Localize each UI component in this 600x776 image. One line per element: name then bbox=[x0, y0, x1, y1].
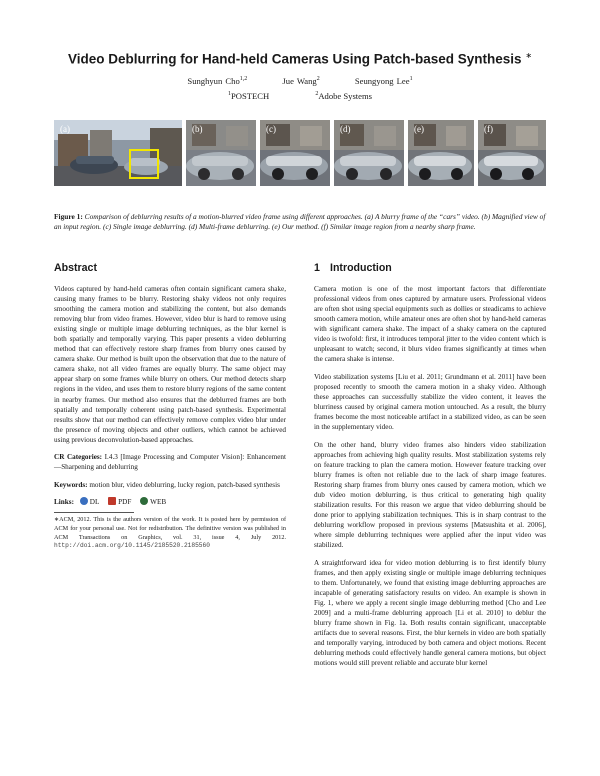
author: Seungyong Lee$^1$ bbox=[354, 76, 413, 86]
figure-panel-blurry-frame bbox=[54, 120, 182, 186]
dl-link[interactable]: DL bbox=[80, 498, 100, 506]
panel-label: (a) bbox=[60, 124, 70, 134]
panel-label: (e) bbox=[414, 124, 424, 134]
author: Jue Wang$^2$ bbox=[282, 76, 320, 86]
pdf-icon bbox=[108, 497, 116, 505]
figure-caption bbox=[54, 212, 546, 233]
left-column bbox=[54, 262, 286, 551]
figure-panel-our-method bbox=[408, 120, 474, 186]
author-list bbox=[0, 76, 600, 86]
section-heading: 1 Introduction bbox=[314, 262, 392, 274]
figure-panel-input-region bbox=[186, 120, 256, 186]
caption-label: Figure 1: bbox=[54, 212, 83, 221]
affiliation: $^1$POSTECH bbox=[227, 91, 270, 101]
dl-icon bbox=[80, 497, 88, 505]
cr-categories: CR Categories: I.4.3 [Image Processing and Computer Vision]: Enhancement—Sharpening and deblurring bbox=[54, 453, 286, 472]
teaser-figure bbox=[54, 120, 546, 186]
affiliation: $^2$Adobe Systems bbox=[315, 91, 373, 101]
paragraph: Camera motion is one of the most important factors that differentiate professional videos from ones captured by armature users. Professional videos are often shot using special equipments such as dollies or steadicams to achieve smooth camera motion, while amateur ones are often shot by hand-held cameras with significant camera shake. The impact of a shaky camera on the captured video is twofold: first, it introduces temporal jitter to the video content which is unpleasant to watch; second, it blurs video frames significantly at times when the camera shake is intense. bbox=[314, 285, 546, 364]
paragraph: A straightforward idea for video motion deblurring is to first identify blurry frames, and then apply existing single or multiple image deblurring techniques to them. Unfortunately, we found that existing image deblurring approaches are incapable of generating satisfactory results on video. An example is shown in Fig. 1, where we apply a recent single image deblurring method [Cho and Lee 2009] and a multi-frame deblurring approach [Li et al. 2010] to deblur the blurry frame shown in Fig. 1a. Both results contain significant, unacceptable artifacts due to several reasons. First, the blur kernels in video are both spatially and temporally varying, introduced by both camera and object motions. Recent deblurring methods could effectively handle general camera motions, but object motions would still prevent reliable and accurate blur kernel bbox=[314, 558, 546, 668]
footnote-url[interactable]: http://doi.acm.org/10.1145/2185520.2185560 bbox=[54, 542, 210, 550]
panel-label: (d) bbox=[340, 124, 351, 134]
abstract-heading: Abstract bbox=[54, 262, 97, 274]
figure-panel-multi-frame-deblurring bbox=[334, 120, 404, 186]
panel-label: (c) bbox=[266, 124, 276, 134]
affiliation-list bbox=[0, 91, 600, 101]
abstract-text: Videos captured by hand-held cameras often contain significant camera shake, causing many frames to be blurry. Restoring shaky videos not only requires smoothing the camera motion and stabilizing the content, but also demands removing blur from video frames. However, video blur is hard to remove using existing single or multiple image deblurring techniques, as the blur kernel is both spatially and temporally varying. This paper presents a video deblurring method that can effectively restore sharp frames from blurry ones caused by camera shake. Our method is built upon the observation that due to the nature of camera shake, not all video frames are equally blurry. The same object may appear sharp on some frames while blurry on others. Our method detects sharp regions in the video, and uses them to restore blurry regions of the same content in nearby frames. Our method also ensures that the deblurred frames are both spatially and temporally coherent using patch-based synthesis. Experimental results show that our method can effectively remove complex video blur under the presence of moving objects and other outliers, which cannot be achieved using previous deconvolution-based approaches. bbox=[54, 285, 286, 444]
figure-panel-single-image-deblurring bbox=[260, 120, 330, 186]
figure-panel-nearby-sharp-frame bbox=[478, 120, 546, 186]
footnote-rule bbox=[54, 512, 134, 513]
footnote: ∗ACM, 2012. This is the authors version of the work. It is posted here by permission of ACM for your personal use. Not for redistribution. The definitive version was published in ACM Transactions on Graphics, vol. 31, issue 4, July 2012. http://doi.acm.org/10.1145/2185520.2185560 bbox=[54, 516, 286, 550]
paper-title: Video Deblurring for Hand-held Cameras Using Patch-based Synthesis ∗ bbox=[67, 51, 533, 67]
author: Sunghyun Cho$^{1,2}$ bbox=[187, 76, 248, 86]
right-column bbox=[314, 262, 546, 676]
paragraph: On the other hand, blurry video frames also hinders video stabilization approaches from achieving high quality results. Most stabilization systems rely on feature tracking to plan the camera motion. However feature tracking over blurry frames is often not reliable due to the lack of sharp image features. Restoring sharp frames from blurry ones caused by camera motion, which we dub video motion deblurring, is thus critical to generating high quality stabilization results. For this reason we argue that video deblurring should be done prior to applying stabilization techniques. This is in sharp contrast to the deblurring workflow proposed in previous systems [Matsushita et al. 2006], where simple deblurring techniques were applied after the input video was stabilized. bbox=[314, 440, 546, 550]
web-link[interactable]: WEB bbox=[140, 498, 166, 506]
web-icon bbox=[140, 497, 148, 505]
links-row: Links: DL PDF WEB bbox=[54, 498, 167, 507]
panel-label: (b) bbox=[192, 124, 203, 134]
panel-label: (f) bbox=[484, 124, 493, 134]
pdf-link[interactable]: PDF bbox=[108, 498, 131, 506]
paragraph: Video stabilization systems [Liu et al. 2011; Grundmann et al. 2011] have been proposed recently to smooth the camera motion in a shaky video. Although these approaches can successfully stabilize the video content, it leaves the blurriness caused by original camera motion untouched. As a result, the blurry frames become the most noticeable artifact in a stabilized video, as can be seen in the supplementary video. bbox=[314, 372, 546, 432]
keywords: Keywords: motion blur, video deblurring, lucky region, patch-based synthesis bbox=[54, 480, 280, 489]
caption-text: Comparison of deblurring results of a motion-blurred video frame using different approaches. (a) A blurry frame of the “cars” video. (b) Magnified view of an input region. (c) Single image deblurring. (d) Multi-frame deblurring. (e) Our method. (f) Similar image region from a nearby sharp frame. bbox=[54, 212, 546, 232]
